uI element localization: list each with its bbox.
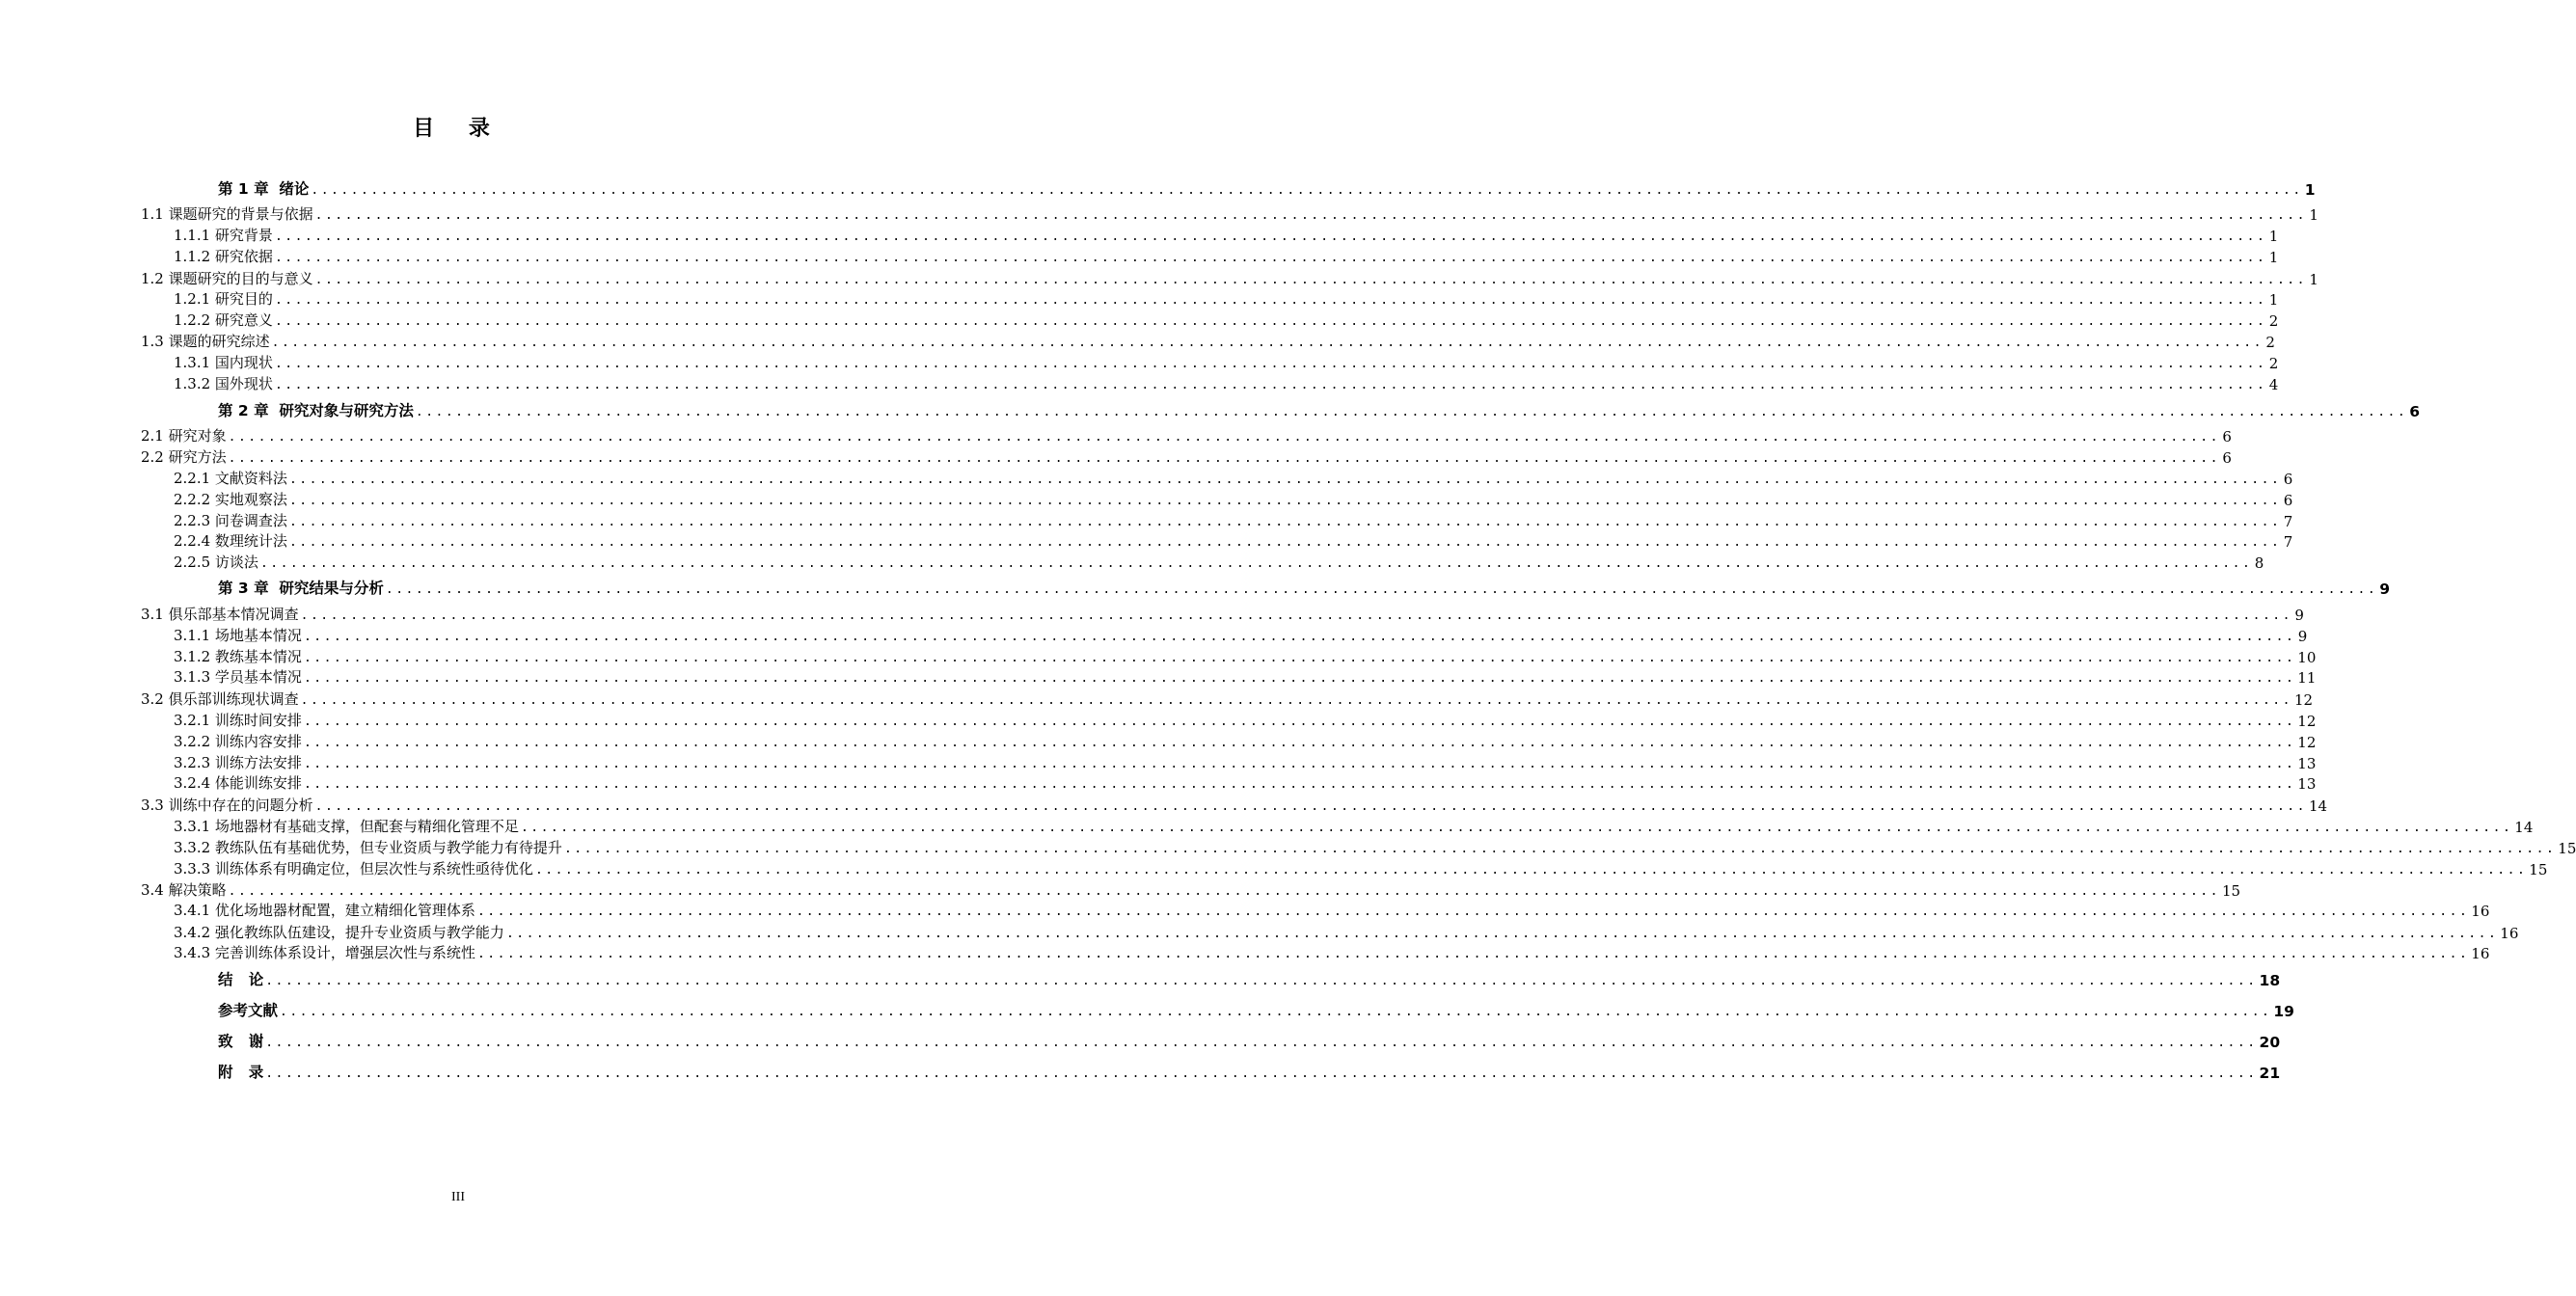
toc-section-entry: [141, 202, 2318, 224]
toc-entry-page: 12: [2293, 691, 2314, 709]
toc-leader-dots: ........................................................................................................................................................................................................: [311, 183, 2303, 198]
toc-entry-page: 9: [2297, 628, 2308, 645]
toc-chapter-entry: [109, 177, 2316, 199]
toc-leader-dots: ........................................................................................................................................................................................................: [303, 651, 2296, 665]
toc-entry-page: 14: [2514, 819, 2534, 836]
toc-subsection-entry: [174, 645, 2317, 666]
toc-leader-dots: ........................................................................................................................................................................................................: [228, 451, 2220, 466]
toc-entry-page: 1: [2309, 206, 2318, 224]
toc-entry-label: 3.2 俱乐部训练现状调查: [141, 690, 299, 708]
toc-entry-label: 致 谢: [218, 1033, 264, 1050]
toc-entry-page: 18: [2259, 972, 2281, 989]
toc-leader-dots: ........................................................................................................................................................................................................: [228, 430, 2220, 445]
toc-entry-label: 结 论: [218, 971, 264, 988]
toc-chapter-entry: [109, 399, 2421, 420]
toc-section-entry: [141, 688, 2314, 709]
toc-entry-label: 1.3.2 国外现状: [174, 375, 273, 392]
toc-entry-page: 6: [2222, 428, 2232, 446]
toc-entry-label: 2.1 研究对象: [141, 427, 227, 445]
toc-entry-page: 13: [2297, 755, 2317, 772]
toc-subsection-entry: [174, 857, 2548, 878]
toc-entry-label: 2.2.3 问卷调查法: [174, 512, 287, 529]
toc-leader-dots: ........................................................................................................................................................................................................: [303, 736, 2296, 750]
toc-entry-page: 20: [2259, 1034, 2281, 1051]
toc-entry-page: 6: [2283, 471, 2293, 488]
toc-entry-page: 11: [2297, 669, 2317, 687]
toc-subsection-entry: [174, 921, 2519, 942]
toc-leader-dots: ........................................................................................................................................................................................................: [274, 314, 2267, 329]
toc-leader-dots: ........................................................................................................................................................................................................: [271, 336, 2264, 350]
toc-entry-page: 1: [2268, 249, 2279, 266]
toc-leader-dots: ........................................................................................................................................................................................................: [534, 863, 2528, 878]
toc-entry-page: 6: [2222, 449, 2232, 467]
toc-entry-page: 1: [2304, 181, 2316, 199]
toc-entry-page: 15: [2221, 882, 2241, 900]
toc-leader-dots: ........................................................................................................................................................................................................: [274, 230, 2267, 244]
toc-entry-label: 第 3 章 研究结果与分析: [218, 580, 384, 597]
toc-section-entry: [141, 878, 2241, 900]
toc-entry-label: 3.1.2 教练基本情况: [174, 648, 302, 665]
toc-entry-label: 3.3 训练中存在的问题分析: [141, 796, 313, 814]
toc-leader-dots: ........................................................................................................................................................................................................: [303, 757, 2296, 771]
toc-leader-dots: ........................................................................................................................................................................................................: [303, 777, 2296, 792]
toc-subsection-entry: [174, 488, 2293, 509]
toc-entry-label: 1.3 课题的研究综述: [141, 333, 270, 350]
toc-entry-page: 16: [2500, 925, 2519, 942]
toc-entry-page: 15: [2529, 861, 2548, 878]
toc-entry-label: 3.3.2 教练队伍有基础优势，但专业资质与教学能力有待提升: [174, 839, 562, 856]
toc-leader-dots: ........................................................................................................................................................................................................: [288, 535, 2282, 550]
toc-entry-page: 9: [2294, 607, 2304, 624]
toc-subsection-entry: [174, 287, 2279, 309]
toc-entry-page: 15: [2558, 840, 2576, 857]
toc-entry-page: 6: [2283, 492, 2293, 509]
toc-leader-dots: ........................................................................................................................................................................................................: [288, 472, 2282, 487]
toc-leader-dots: ........................................................................................................................................................................................................: [415, 405, 2408, 419]
toc-entry-label: 1.1 课题研究的背景与依据: [141, 205, 313, 223]
toc-leader-dots: ........................................................................................................................................................................................................: [265, 974, 2258, 988]
toc-entry-label: 3.2.2 训练内容安排: [174, 733, 302, 750]
toc-entry-label: 1.3.1 国内现状: [174, 354, 273, 371]
toc-chapter-entry: [109, 1061, 2281, 1082]
toc-leader-dots: ........................................................................................................................................................................................................: [520, 821, 2513, 835]
toc-entry-page: 2: [2265, 334, 2275, 351]
toc-leader-dots: ........................................................................................................................................................................................................: [385, 582, 2378, 597]
toc-entry-label: 1.1.2 研究依据: [174, 248, 273, 265]
toc-entry-label: 3.4 解决策略: [141, 881, 227, 899]
toc-section-entry: [141, 446, 2232, 467]
toc-entry-label: 2.2.4 数理统计法: [174, 532, 287, 550]
toc-entry-label: 1.2.1 研究目的: [174, 290, 273, 308]
toc-entry-page: 2: [2268, 312, 2279, 330]
toc-section-entry: [141, 424, 2232, 446]
toc-subsection-entry: [174, 509, 2293, 530]
toc-leader-dots: ........................................................................................................................................................................................................: [288, 515, 2282, 529]
toc-chapter-entry: [109, 577, 2391, 598]
toc-entry-page: 14: [2308, 797, 2328, 815]
toc-entry-page: 6: [2409, 403, 2421, 420]
toc-leader-dots: ........................................................................................................................................................................................................: [563, 842, 2557, 856]
toc-entry-label: 3.2.3 训练方法安排: [174, 754, 302, 771]
toc-section-entry: [141, 267, 2318, 288]
toc-section-entry: [141, 794, 2328, 815]
toc-subsection-entry: [174, 467, 2293, 488]
toc-leader-dots: ........................................................................................................................................................................................................: [476, 904, 2470, 919]
toc-entry-label: 第 2 章 研究对象与研究方法: [218, 402, 414, 419]
toc-leader-dots: ........................................................................................................................................................................................................: [314, 273, 2307, 287]
toc-leader-dots: ........................................................................................................................................................................................................: [259, 556, 2253, 571]
toc-subsection-entry: [174, 529, 2293, 551]
toc-entry-label: 2.2.2 实地观察法: [174, 491, 287, 508]
toc-entry-label: 3.2.4 体能训练安排: [174, 774, 302, 792]
toc-subsection-entry: [174, 751, 2317, 772]
toc-subsection-entry: [174, 245, 2279, 266]
toc-entry-page: 4: [2268, 376, 2279, 393]
toc-entry-label: 3.1 俱乐部基本情况调查: [141, 606, 299, 623]
toc-subsection-entry: [174, 372, 2279, 393]
toc-entry-page: 16: [2471, 903, 2490, 920]
toc-leader-dots: ........................................................................................................................................................................................................: [300, 693, 2292, 708]
toc-entry-label: 3.4.2 强化教练队伍建设，提升专业资质与教学能力: [174, 924, 504, 941]
toc-leader-dots: ........................................................................................................................................................................................................: [476, 947, 2470, 961]
toc-leader-dots: ........................................................................................................................................................................................................: [314, 799, 2307, 814]
toc-subsection-entry: [174, 224, 2279, 245]
toc-leader-dots: ........................................................................................................................................................................................................: [274, 357, 2267, 371]
toc-leader-dots: ........................................................................................................................................................................................................: [274, 378, 2267, 392]
toc-leader-dots: ........................................................................................................................................................................................................: [303, 715, 2296, 729]
toc-entry-page: 2: [2268, 355, 2279, 372]
toc-subsection-entry: [174, 665, 2317, 687]
toc-entry-page: 7: [2283, 533, 2293, 551]
toc-chapter-entry: [109, 968, 2281, 989]
toc-subsection-entry: [174, 351, 2279, 372]
toc-entry-label: 附 录: [218, 1064, 264, 1081]
toc-entry-page: 7: [2283, 513, 2293, 530]
toc-leader-dots: ........................................................................................................................................................................................................: [288, 494, 2282, 508]
toc-leader-dots: ........................................................................................................................................................................................................: [505, 927, 2499, 941]
toc-entry-page: 13: [2297, 775, 2317, 793]
toc-entry-label: 1.2.2 研究意义: [174, 311, 273, 329]
toc-entry-label: 2.2.1 文献资料法: [174, 470, 287, 487]
toc-subsection-entry: [174, 815, 2534, 836]
toc-section-entry: [141, 603, 2304, 624]
toc-section-entry: [141, 330, 2275, 351]
toc-entry-label: 第 1 章 绪论: [218, 180, 310, 198]
toc-subsection-entry: [174, 551, 2264, 572]
toc-entry-label: 参考文献: [218, 1002, 279, 1019]
toc-entry-page: 12: [2297, 713, 2317, 730]
toc-entry-page: 21: [2259, 1065, 2281, 1082]
toc-leader-dots: ........................................................................................................................................................................................................: [314, 208, 2307, 223]
toc-leader-dots: ........................................................................................................................................................................................................: [274, 293, 2267, 308]
toc-entry-label: 3.1.3 学员基本情况: [174, 668, 302, 686]
toc-leader-dots: ........................................................................................................................................................................................................: [265, 1066, 2258, 1081]
toc-title: 目 录: [413, 117, 503, 141]
page-number-footer: III: [451, 1190, 465, 1204]
toc-chapter-entry: [109, 999, 2294, 1020]
toc-chapter-entry: [109, 1030, 2281, 1051]
toc-leader-dots: ........................................................................................................................................................................................................: [228, 884, 2220, 899]
toc-entry-label: 3.4.1 优化场地器材配置，建立精细化管理体系: [174, 902, 475, 919]
toc-entry-page: 19: [2273, 1003, 2294, 1020]
toc-entry-label: 3.1.1 场地基本情况: [174, 627, 302, 644]
toc-entry-label: 3.4.3 完善训练体系设计，增强层次性与系统性: [174, 944, 475, 961]
toc-entry-label: 3.3.1 场地器材有基础支撑，但配套与精细化管理不足: [174, 818, 519, 835]
toc-entry-label: 3.2.1 训练时间安排: [174, 712, 302, 729]
toc-entry-page: 1: [2268, 291, 2279, 309]
toc-entry-page: 8: [2254, 554, 2264, 572]
toc-leader-dots: ........................................................................................................................................................................................................: [303, 671, 2296, 686]
toc-entry-page: 12: [2297, 734, 2317, 751]
toc-subsection-entry: [174, 730, 2317, 751]
toc-entry-page: 1: [2268, 228, 2279, 245]
toc-entry-page: 10: [2297, 649, 2317, 666]
toc-subsection-entry: [174, 624, 2308, 645]
toc-leader-dots: ........................................................................................................................................................................................................: [265, 1036, 2258, 1050]
toc-subsection-entry: [174, 709, 2317, 730]
toc-entry-label: 2.2.5 访谈法: [174, 554, 258, 571]
toc-leader-dots: ........................................................................................................................................................................................................: [280, 1005, 2272, 1019]
toc-entry-page: 1: [2309, 271, 2318, 288]
toc-entry-label: 1.2 课题研究的目的与意义: [141, 270, 313, 287]
toc-entry-page: 16: [2471, 945, 2490, 962]
toc-subsection-entry: [174, 836, 2576, 857]
toc-leader-dots: ........................................................................................................................................................................................................: [274, 251, 2267, 265]
toc-leader-dots: ........................................................................................................................................................................................................: [303, 630, 2296, 644]
toc-subsection-entry: [174, 771, 2317, 793]
toc-entry-page: 9: [2379, 580, 2391, 598]
toc-leader-dots: ........................................................................................................................................................................................................: [300, 608, 2292, 623]
toc-entry-label: 1.1.1 研究背景: [174, 227, 273, 244]
toc-subsection-entry: [174, 941, 2490, 962]
toc-entry-label: 2.2 研究方法: [141, 448, 227, 466]
toc-subsection-entry: [174, 899, 2490, 920]
toc-subsection-entry: [174, 309, 2279, 330]
toc-entry-label: 3.3.3 训练体系有明确定位，但层次性与系统性亟待优化: [174, 860, 533, 878]
